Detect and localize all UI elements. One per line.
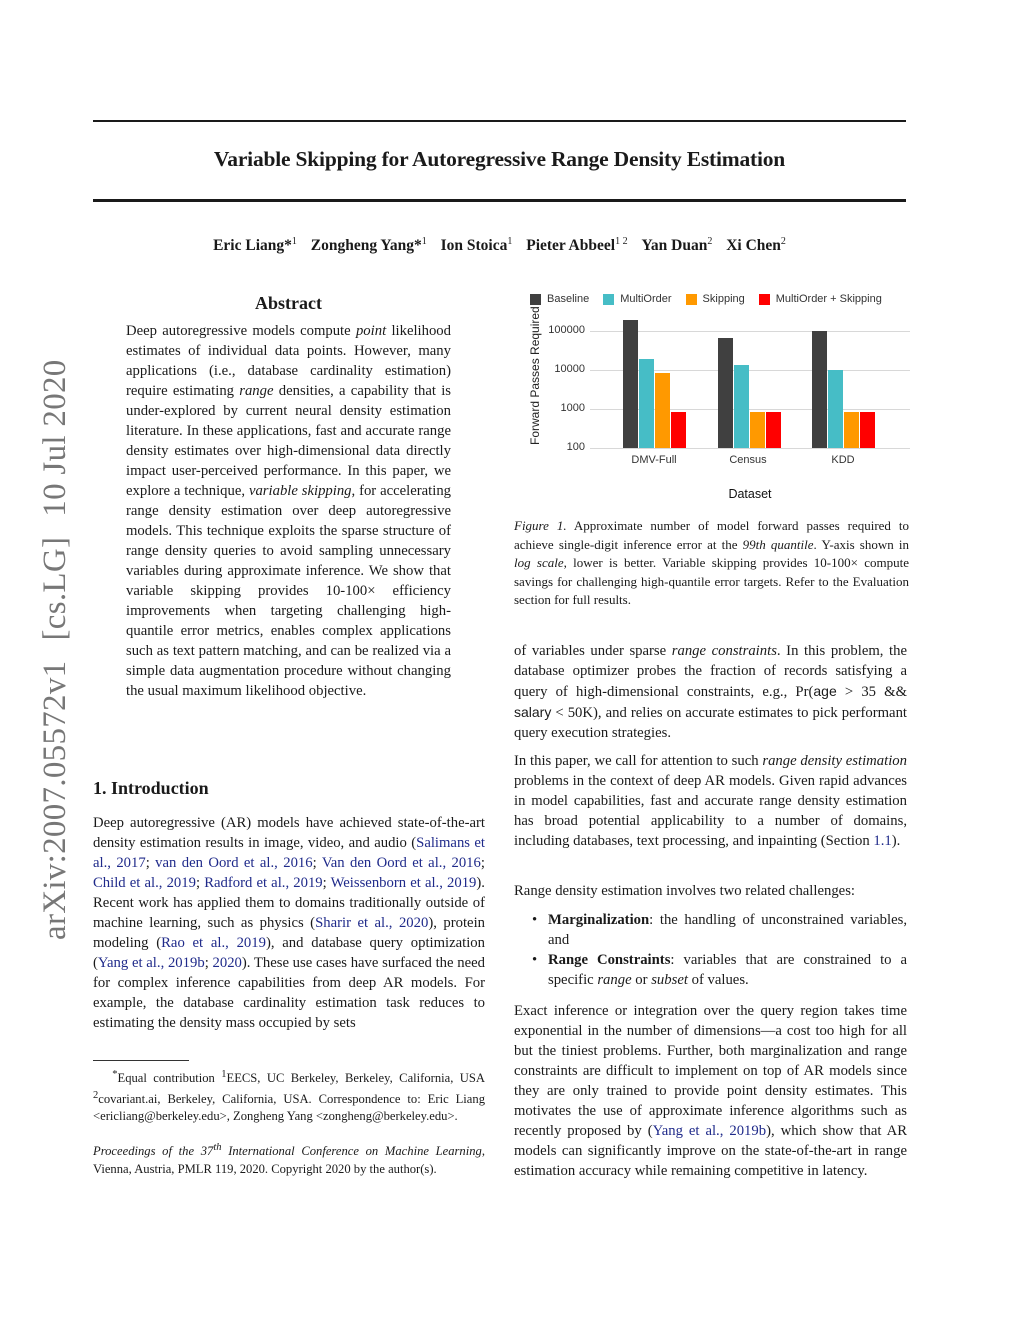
gridline xyxy=(590,448,910,449)
citation-link[interactable]: Yang et al., 2019b xyxy=(97,955,205,971)
text: ), which show that AR models can significantly improve on the state-of-the-art in range estimation accuracy while remaining competitive in latency. xyxy=(514,1123,907,1179)
superscript: th xyxy=(213,1142,222,1154)
emphasis: 99th quantile xyxy=(742,536,814,552)
intro-paragraph: Deep autoregressive (AR) models have achieved state-of-the-art density estimation results in image, video, and audio (Salimans et al., 2017; van den Oord et al., 2016; Van den Oord et al., 2016; Child et al., 2019; Radford et al., 2019; Weissenborn et al., 2019). Recent work has applied them to domains traditionally outside of machine learning, such as physics (Sharir et al., 2020), protein modeling (Rao et al., 2019), and database query optimization (Yang et al., 2019b; 2020). These use cases have surfaced the need for complex inference capabilities from deep AR models. For example, the database cardinality estimation task reduces to estimating the density mass occupied by sets xyxy=(93,815,486,1031)
section-heading-introduction: 1. Introduction xyxy=(93,778,209,798)
figure-1-caption xyxy=(514,517,909,610)
x-tick: Census xyxy=(729,454,767,466)
text: densities, a capability that is under-explored by current neural density estimation literature. In these applications, fast and accurate range density estimates over high-dimensional data directly impact user-perceived performance. In this paper, we explore a technique, xyxy=(126,383,452,499)
emphasis: range density estimation xyxy=(762,753,907,769)
legend-item xyxy=(759,293,882,305)
arxiv-id: arXiv:2007.05572v1 xyxy=(37,660,73,940)
bold-term: Marginalization xyxy=(548,912,650,928)
emphasis: point xyxy=(355,323,387,339)
footnote-marker: * xyxy=(112,1069,118,1080)
challenge-list xyxy=(530,910,907,990)
text: ). These use cases have surfaced the need for complex inference capabilities from deep AR models. For example, the database cardinality estimation task reduces to estimating the density mass occupied by sets xyxy=(93,955,485,1031)
author-affiliation: 2 xyxy=(707,236,713,247)
author-name: Pieter Abbeel xyxy=(526,237,616,255)
bar-multiorder-skipping-kdd xyxy=(860,412,875,448)
citation-link[interactable]: Child et al., 2019 xyxy=(93,875,196,891)
bar-multiorder-kdd xyxy=(828,370,843,448)
text: In this paper, we call for attention to such xyxy=(514,753,763,769)
author-affiliation: 1 xyxy=(507,236,513,247)
author xyxy=(213,237,297,254)
caption-label: Figure 1. xyxy=(514,518,567,533)
text: , lower is better. Variable skipping provides 10-100× compute savings for challenging high-quantile error targets. Refer to the Evaluation section for full results. xyxy=(514,555,910,607)
author-name: Xi Chen xyxy=(726,237,781,255)
legend-label: Skipping xyxy=(702,293,745,305)
abstract-paragraph xyxy=(126,321,451,701)
emphasis: range xyxy=(597,972,632,988)
author-name: Eric Liang* xyxy=(213,237,292,255)
legend-label: Baseline xyxy=(547,293,590,305)
paragraph xyxy=(514,1001,907,1181)
bar-baseline-census xyxy=(718,338,733,448)
text: , Vienna, Austria, PMLR 119, 2020. Copyright 2020 by the author(s). xyxy=(93,1144,485,1176)
gridline xyxy=(590,409,910,410)
emphasis: log scale xyxy=(514,555,564,570)
text: Equal contribution xyxy=(117,1071,222,1086)
author-name: Zongheng Yang* xyxy=(310,237,422,255)
bar-multiorder-skipping-dmv-full xyxy=(671,412,686,448)
legend-swatch xyxy=(759,294,770,305)
text: ), protein modeling ( xyxy=(93,915,485,951)
text: likelihood estimates of individual data points. However, many applications (i.e., database cardinality estimation) require estimating xyxy=(126,323,451,399)
right-column-paragraph-2 xyxy=(514,751,907,851)
footnote-marker: 1 xyxy=(221,1069,227,1080)
math-variable: salary xyxy=(514,704,552,720)
math-variable: age xyxy=(813,683,837,699)
arxiv-date: 10 Jul 2020 xyxy=(37,359,73,517)
list-item xyxy=(530,910,907,950)
gridline xyxy=(590,370,910,371)
emphasis: Proceedings of the 37 xyxy=(93,1144,214,1159)
legend-label: MultiOrder xyxy=(620,293,672,305)
text: ). Recent work has applied them to domains traditionally outside of machine learning, such as physics ( xyxy=(93,875,485,931)
title-top-rule xyxy=(93,120,906,122)
emphasis: variable skipping xyxy=(248,483,352,499)
emphasis: range xyxy=(239,383,274,399)
y-tick: 100000 xyxy=(548,324,585,336)
author-affiliation: 1 xyxy=(421,236,427,247)
author xyxy=(641,237,712,254)
title-bottom-rule xyxy=(93,199,906,202)
y-tick: 1000 xyxy=(560,402,585,414)
chart-legend xyxy=(530,293,896,305)
author-affiliation: 1 2 xyxy=(615,236,628,247)
text: : variables that are constrained to a specific xyxy=(548,952,907,988)
text: problems in the context of deep AR models. Given rapid advances in model capabilities, fast and accurate range density estimation has broad potential applicability to a number of domains, including databases, text processing, and inpainting (Section xyxy=(514,773,907,849)
author-affiliation: 2 xyxy=(780,236,786,247)
y-tick: 10000 xyxy=(554,363,585,375)
arxiv-stamp xyxy=(37,360,77,950)
text: ), and relies on accurate estimates to pick performant query execution strategies. xyxy=(514,705,908,741)
legend-label: MultiOrder + Skipping xyxy=(775,293,882,305)
paper-title: Variable Skipping for Autoregressive Range Density Estimation xyxy=(213,147,786,171)
figure-1-chart xyxy=(510,288,910,503)
bar-multiorder-dmv-full xyxy=(639,359,654,448)
text: , for accelerating range density estimation over deep autoregressive models. This technique exploits the sparse structure of range density queries to avoid sampling unnecessary variables during approximate inference. We show that variable skipping provides 10-100× efficiency improvements when targeting challenging high-quantile error metrics, enables complex applications such as text pattern matching, and can be realized via a simple data augmentation procedure without changing the usual maximum likelihood objective. xyxy=(126,483,452,699)
citation-link[interactable]: 2020 xyxy=(212,955,242,971)
bar-multiorder-skipping-census xyxy=(766,412,781,448)
citation-link[interactable]: Van den Oord et al., 2016 xyxy=(321,855,481,871)
right-column-paragraph-1 xyxy=(514,641,907,743)
citation-link[interactable]: van den Oord et al., 2016 xyxy=(155,855,313,871)
y-axis-label: Forward Passes Required xyxy=(528,306,542,445)
text: Approximate number of model forward passes required to achieve single-digit inference error at the xyxy=(514,518,909,552)
text: of values. xyxy=(687,972,749,988)
affiliation-note xyxy=(93,1066,485,1125)
text: Deep autoregressive (AR) models have achieved state-of-the-art density estimation results in image, video, and audio ( xyxy=(93,815,485,851)
citation-link[interactable]: Sharir et al., 2020 xyxy=(315,915,429,931)
introduction-body xyxy=(93,813,485,1033)
bar-skipping-dmv-full xyxy=(655,373,670,448)
legend-item xyxy=(603,293,671,305)
author xyxy=(526,237,627,254)
abstract-heading: Abstract xyxy=(255,293,322,313)
text: . Y-axis shown in xyxy=(813,536,910,552)
x-tick: DMV-Full xyxy=(631,454,677,466)
text: : the handling of unconstrained variables, and xyxy=(548,912,907,948)
bar-baseline-dmv-full xyxy=(623,320,638,448)
footnote xyxy=(93,1066,485,1178)
text: or xyxy=(631,972,652,988)
paragraph xyxy=(514,641,907,743)
emphasis: International Conference on Machine Learning xyxy=(221,1144,482,1159)
gridline xyxy=(590,331,910,332)
text: of variables under sparse xyxy=(514,643,672,659)
text: ), and database query optimization ( xyxy=(93,935,485,971)
citation-link[interactable]: Yang et al., 2019b xyxy=(652,1123,767,1139)
footnote-rule xyxy=(93,1060,189,1061)
text: covariant.ai, Berkeley, California, USA. Correspondence to: Eric Liang <ericliang@berkeley.edu>, Zongheng Yang <zongheng@berkeley.edu>. xyxy=(93,1092,485,1124)
text: Exact inference or integration over the query region takes time exponential in the number of dimensions—a cost too high for all but the tiniest problems. Further, both marginalization and range constraints are difficult to implement on top of AR models since they are only trained to provide point density estimates. This motivates the use of approximate inference algorithms such as recently proposed by ( xyxy=(514,1003,907,1139)
abstract-body xyxy=(126,321,451,701)
citation-link[interactable]: Radford et al., 2019 xyxy=(204,875,323,891)
author-name: Yan Duan xyxy=(641,237,708,255)
author xyxy=(726,237,786,254)
paragraph: Range density estimation involves two related challenges: xyxy=(514,883,855,899)
legend-swatch xyxy=(603,294,614,305)
text: Deep autoregressive models compute xyxy=(126,323,356,339)
citation-link[interactable]: Weissenborn et al., 2019 xyxy=(330,875,477,891)
author xyxy=(311,237,427,254)
legend-swatch xyxy=(686,294,697,305)
y-tick: 100 xyxy=(566,441,585,453)
bar-baseline-kdd xyxy=(812,331,827,448)
text: ). xyxy=(891,833,901,849)
paragraph xyxy=(514,751,907,851)
author xyxy=(441,237,513,254)
citation-link[interactable]: Salimans et al., 2017 xyxy=(93,835,486,871)
bar-multiorder-census xyxy=(734,365,749,448)
footnote-marker: 2 xyxy=(93,1090,99,1102)
section-link[interactable]: 1.1 xyxy=(873,833,892,849)
author-list xyxy=(93,236,906,255)
citation-link[interactable]: Rao et al., 2019 xyxy=(161,935,266,951)
bold-term: Range Constraints xyxy=(548,952,671,968)
text: EECS, UC Berkeley, Berkeley, California, USA xyxy=(226,1071,485,1086)
math: < 50K xyxy=(551,705,593,721)
x-axis-label: Dataset xyxy=(728,487,772,501)
emphasis: subset xyxy=(651,972,688,988)
author-name: Ion Stoica xyxy=(440,237,508,255)
list-item xyxy=(530,950,907,990)
right-column-paragraph-4 xyxy=(514,1001,907,1181)
bar-skipping-kdd xyxy=(844,412,859,448)
legend-item xyxy=(530,293,589,305)
arxiv-category: [cs.LG] xyxy=(37,536,73,641)
bar-skipping-census xyxy=(750,412,765,448)
math: > 35 && xyxy=(836,684,908,700)
right-column-paragraph-3 xyxy=(514,881,907,901)
emphasis: range constraints xyxy=(671,643,777,659)
x-tick: KDD xyxy=(831,454,855,466)
proceedings-note xyxy=(93,1139,485,1177)
legend-item xyxy=(686,293,745,305)
author-affiliation: 1 xyxy=(291,236,297,247)
text: . In this problem, the database optimizer probes the fraction of records satisfying a query of high-dimensional constraints, e.g., Pr( xyxy=(514,643,907,700)
legend-swatch xyxy=(530,294,541,305)
